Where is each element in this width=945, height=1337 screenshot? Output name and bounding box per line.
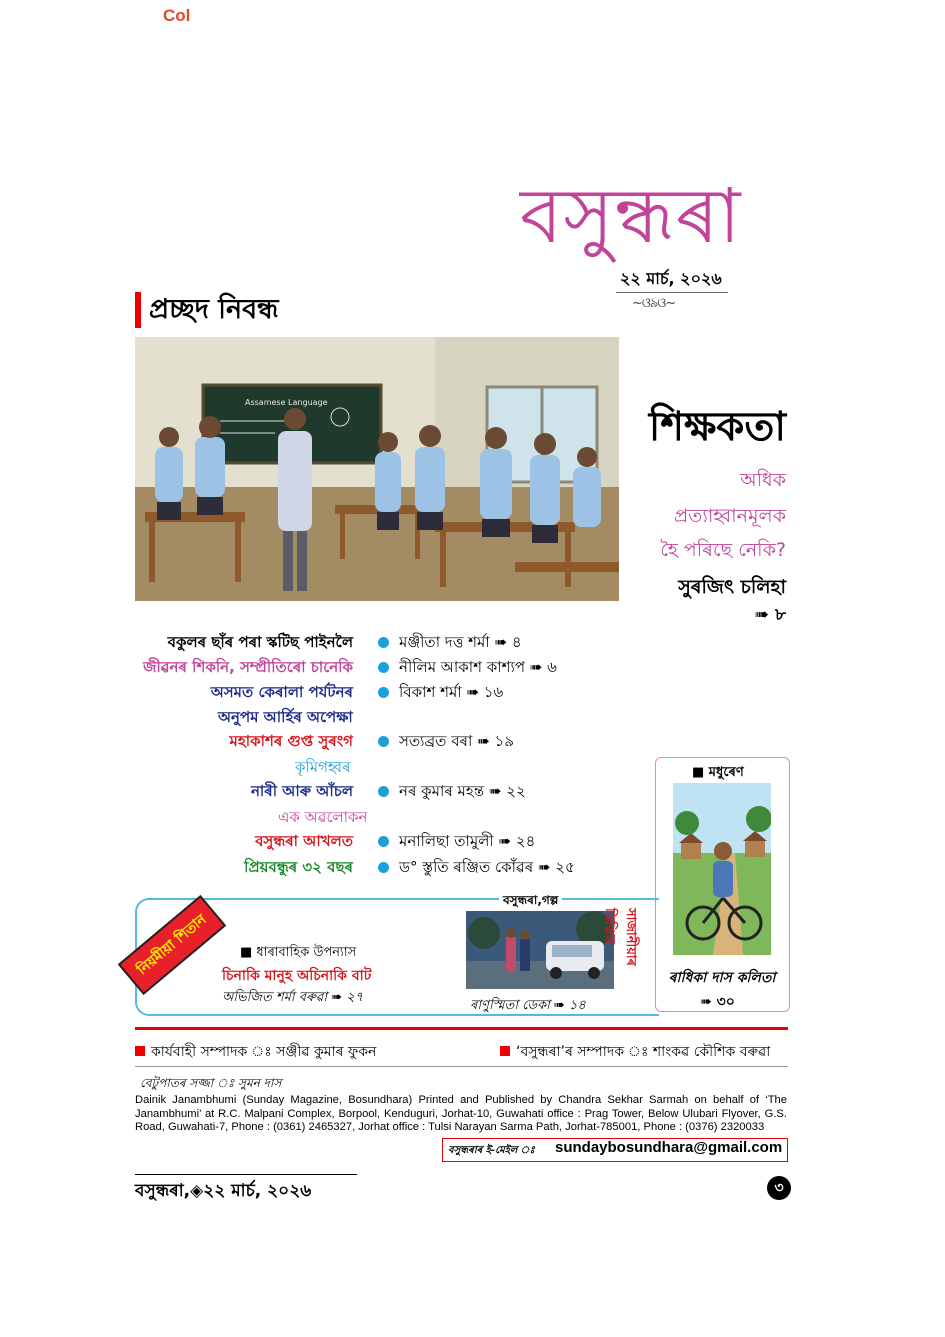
bullet-dot-icon	[378, 836, 389, 847]
imprint-text: Dainik Janambhumi (Sunday Magazine, Bosundhara) Printed and Published by Chandra Sekhar Sarmah on behalf of ‘The Janambhumi’ at R.C. Malpani Complex, Borpool, Kenduguri, Jorhat-10, Guwahati office : Prag Tower, Below Ulubari Flyover, G.S. Road, Guwahati-7, Phone : (0361) 2465327, Jorhat office : Tulsi Narayan Sarma Path, Jorhat-785001, Phone : (0376) 2320033	[135, 1094, 787, 1134]
toc-entry[interactable]	[135, 730, 605, 754]
story-author: ৰাণুস্মিতা ডেকা ➠ ১৪	[470, 998, 586, 1013]
toc-title: জীৱনৰ শিকনি, সম্প্ৰীতিৰো চানেকি	[143, 658, 353, 676]
story-illustration	[466, 911, 614, 989]
bullet-dot-icon	[378, 862, 389, 873]
board-text: Assamese Language	[245, 398, 328, 407]
toc-title: অসমত কেৰালা পৰ্যটনৰ	[210, 683, 353, 701]
serial-author: অভিজিত শৰ্মা বৰুৱা ➠ ২৭	[222, 990, 364, 1005]
toc-entry[interactable]	[135, 856, 605, 880]
madhuren-author: ৰাধিকা দাস কলিতা	[668, 970, 776, 986]
email-label: বসুন্ধৰাৰ ই-মেইল ঃ	[448, 1145, 535, 1156]
madhuren-tag: ■ মধুৰেণ	[692, 765, 744, 780]
cover-page-ref: ➠ ৮	[754, 605, 786, 625]
toc-author: সত্যব্ৰত বৰা ➠ ১৯	[399, 732, 514, 750]
footer-rule	[135, 1174, 357, 1175]
magazine-editor-text: ‘বসুন্ধৰা’ৰ সম্পাদক ঃ শাংকৱ কৌশিক বৰুৱা	[516, 1044, 771, 1060]
toc-title: প্ৰিয়বন্ধুৰ ৩২ বছৰ	[244, 858, 353, 876]
madhuren-page-ref: ➠ ৩০	[700, 994, 735, 1010]
toc-entry[interactable]	[135, 780, 605, 804]
toc-entry[interactable]	[135, 830, 605, 854]
bullet-dot-icon	[378, 786, 389, 797]
toc-entry[interactable]	[135, 681, 605, 705]
serial-title[interactable]: চিনাকি মানুহ অচিনাকি বাট	[222, 968, 372, 984]
cover-subtitle-line: অধিক	[740, 469, 786, 491]
toc-title: বসুন্ধৰা আখলত	[255, 832, 353, 850]
red-square-icon	[135, 1046, 145, 1056]
masthead-title: বসুন্ধৰা	[520, 171, 742, 260]
gray-divider	[135, 1066, 788, 1067]
cover-photo	[135, 337, 619, 601]
layout-credit: বেটুপাতৰ সজ্জা ঃ সুমন দাস	[140, 1076, 282, 1090]
story-tag: বসুন্ধৰা,গল্প	[499, 892, 562, 912]
regular-section-badge: নিয়মীয়া শিতান	[118, 895, 226, 995]
toc-author: বিকাশ শৰ্মা ➠ ১৬	[399, 683, 504, 701]
magazine-editor	[500, 1040, 770, 1064]
corner-mark: Col	[163, 6, 191, 25]
red-divider	[135, 1027, 788, 1030]
cover-subtitle-line: প্ৰত্যাহ্বানমূলক	[673, 505, 786, 527]
cover-subtitle-line: হৈ পৰিছে নেকি?	[660, 539, 786, 561]
toc-author: মঞ্জীতা দত্ত শৰ্মা ➠ ৪	[399, 633, 522, 651]
bullet-dot-icon	[378, 736, 389, 747]
date-rule	[616, 292, 728, 293]
bullet-dot-icon	[378, 637, 389, 648]
issue-date: ২২ মাৰ্চ, ২০২৬	[620, 269, 722, 288]
bullet-dot-icon	[378, 687, 389, 698]
toc-title: নাৰী আৰু আঁচল	[250, 782, 353, 800]
toc-author: নীলিম আকাশ কাশ্যপ ➠ ৬	[399, 658, 557, 676]
executive-editor-text: কাৰ্যবাহী সম্পাদক ঃ সঞ্জীৱ কুমাৰ ফুকন	[151, 1044, 377, 1060]
story-vertical-title: সাজানীয়াৰ ডিঙিত	[602, 908, 638, 966]
toc-continuation: এক অৱলোকন	[278, 808, 368, 826]
toc-author: মনালিছা তামুলী ➠ ২৪	[399, 832, 536, 850]
email-link[interactable]: sundaybosundhara@gmail.com	[555, 1139, 783, 1156]
bullet-dot-icon	[378, 662, 389, 673]
cover-title: শিক্ষকতা	[648, 404, 786, 450]
toc-entry[interactable]	[135, 656, 605, 680]
red-square-icon	[500, 1046, 510, 1056]
page-number: ৩	[767, 1176, 791, 1200]
footer-text: বসুন্ধৰা,◈২২ মাৰ্চ, ২০২৬	[135, 1181, 312, 1201]
toc-title: মহাকাশৰ গুপ্ত সুৰংগ	[229, 732, 353, 750]
masthead	[520, 158, 810, 268]
toc-author: ড° স্তুতি ৰঞ্জিত কোঁৱৰ ➠ ২৫	[399, 858, 575, 876]
serial-tag: ■ ধাৰাবাহিক উপন্যাস	[240, 945, 357, 960]
flourish-ornament: ~ଓ৯ଓ~	[632, 296, 676, 311]
madhuren-illustration	[673, 783, 771, 955]
cover-author: সুৰজিৎ চলিহা	[678, 576, 786, 598]
cover-section-label: প্ৰচ্ছদ নিবন্ধ	[135, 292, 279, 328]
classroom-illustration	[135, 337, 619, 601]
toc-author: নৰ কুমাৰ মহন্ত ➠ ২২	[399, 782, 526, 800]
toc-title: বকুলৰ ছাঁৰ পৰা স্কটিছ পাইনলৈ	[167, 633, 353, 651]
executive-editor	[135, 1040, 376, 1064]
toc-entry[interactable]	[135, 631, 605, 655]
toc-continuation: অনুপম আৰ্হিৰ অপেক্ষা	[218, 708, 353, 726]
toc-continuation: কৃমিগহ্বৰ	[295, 758, 351, 776]
